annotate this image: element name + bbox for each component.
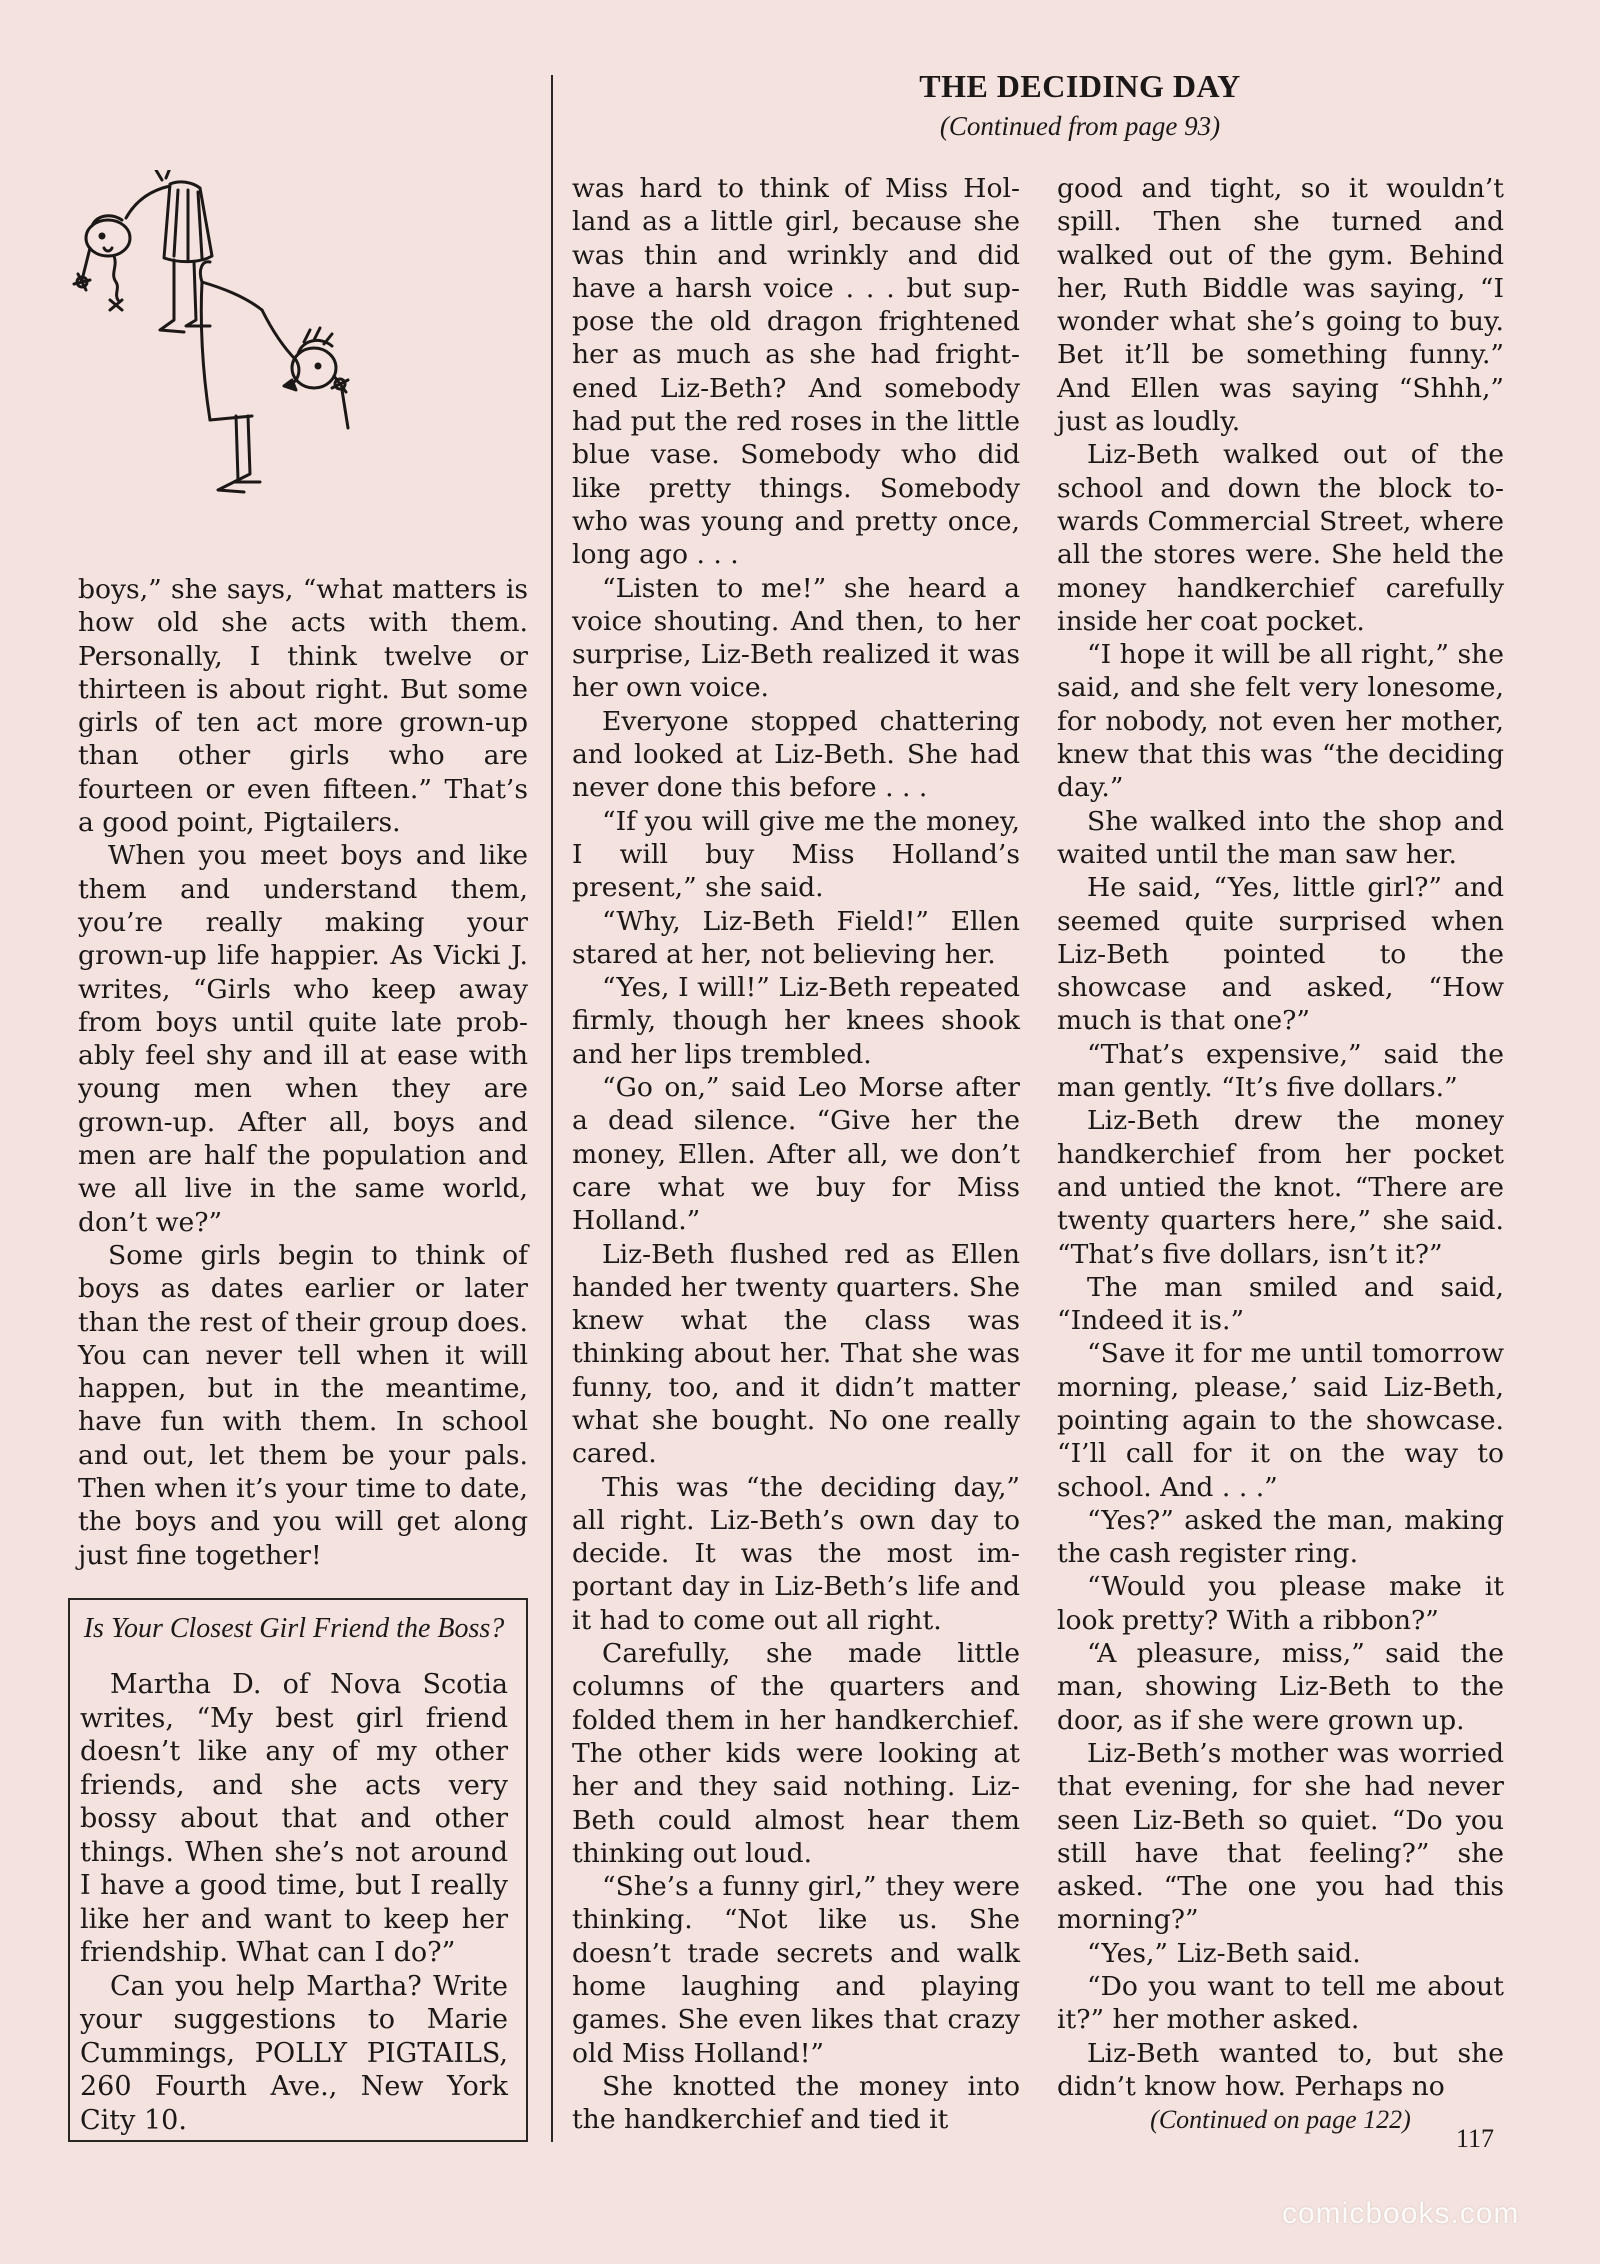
- story-title: THE DECIDING DAY: [919, 68, 1241, 104]
- paragraph: “Go on,” said Leo Morse after a dead silence. “Give her the money, Ellen. After all, we don’t care what we buy for Miss Holland.”: [572, 1072, 1020, 1237]
- paragraph: Liz-Beth wanted to, but she didn’t know how. Perhaps no: [1057, 2037, 1504, 2102]
- paragraph: Some girls begin to think of boys as dates earlier or later than the rest of their group does. You can never tell when it will happen, but in the meantime, have fun with them. In school and out, let them be your pals. Then when it’s your time to date, the boys and you will get along just fine together!: [78, 1239, 528, 1571]
- continued-from-note: (Continued from page 93): [939, 111, 1221, 141]
- page-number: 117: [1456, 2124, 1495, 2153]
- paragraph: The man smiled and said, “Indeed it is.”: [1057, 1271, 1504, 1337]
- watermark: comicbooks.com: [1282, 2197, 1520, 2230]
- middle-column-text: [572, 172, 1020, 2137]
- paragraph: Liz-Beth drew the money handkerchief from her pocket and untied the knot. “There are twenty quarters here,” she said. “That’s five dollars, isn’t it?”: [1057, 1105, 1504, 1270]
- paragraph: “Yes, I will!” Liz-Beth repeated firmly, though her knees shook and her lips trembled.: [572, 972, 1020, 1070]
- paragraph: She walked into the shop and waited until the man saw her.: [1057, 805, 1504, 870]
- paragraph: “Save it for me until tomorrow morning, please,’ said Liz-Beth, pointing again to the showcase. “I’ll call for it on the way to school. And . . .”: [1057, 1338, 1504, 1503]
- box-title: Is Your Closest Girl Friend the Boss?: [83, 1613, 505, 1644]
- left-column-text: [78, 573, 528, 1572]
- paragraph: “If you will give me the money, I will buy Miss Holland’s present,” she said.: [572, 805, 1020, 904]
- paragraph: Carefully, she made little columns of the quarters and folded them in her handkerchief. The other kids were looking at her and they said nothing. Liz-Beth could almost hear them thinking out loud.: [572, 1638, 1020, 1869]
- paragraph: Liz-Beth walked out of the school and down the block towards Commercial Street, where all the stores were. She held the money handkerchief carefully inside her coat pocket.: [1057, 439, 1504, 637]
- paragraph: “Yes?” asked the man, making the cash register ring.: [1057, 1504, 1504, 1570]
- reader-letter-box: [68, 1598, 528, 2142]
- paragraph: good and tight, so it wouldn’t spill. Then she turned and walked out of the gym. Behind her, Ruth Biddle was saying, “I wonder what she’s going to buy. Bet it’ll be something funny.” And Ellen was saying “Shhh,” just as loudly.: [1057, 173, 1504, 438]
- right-column-text: [1057, 172, 1504, 2135]
- paragraph: “Would you please make it look pretty? With a ribbon?”: [1057, 1571, 1504, 1636]
- paragraph: boys,” she says, “what matters is how old she acts with them. Personally, I think twelve or thirteen is about right. But some girls of ten act more grown-up than other girls who are fourteen or even fifteen.” That’s a good point, Pigtailers.: [78, 574, 528, 839]
- paragraph: “Why, Liz-Beth Field!” Ellen stared at her, not believing her.: [572, 905, 1020, 970]
- paragraph: She knotted the money into the handkerchief and tied it: [572, 2070, 1020, 2136]
- paragraph: “Listen to me!” she heard a voice shouting. And then, to her surprise, Liz-Beth realized it was her own voice.: [572, 572, 1020, 704]
- paragraph: “She’s a funny girl,” they were thinking. “Not like us. She doesn’t trade secrets and walk home laughing and playing games. She even likes that crazy old Miss Holland!”: [572, 1871, 1020, 2069]
- paragraph: Liz-Beth’s mother was worried that evening, for she had never seen Liz-Beth so quiet. “Do you still have that feeling?” she asked. “The one you had this morning?”: [1057, 1737, 1504, 1936]
- continued-on-note: (Continued on page 122): [1150, 2105, 1411, 2135]
- paragraph: “Do you want to tell me about it?” her mother asked.: [1057, 1971, 1504, 2036]
- paragraph: Martha D. of Nova Scotia writes, “My best girl friend doesn’t like any of my other friends, and she acts very bossy about that and other things. When she’s not around I have a good time, but I really like her and want to keep her friendship. What can I do?”: [80, 1669, 508, 1968]
- column-divider: [551, 75, 553, 2142]
- story-header: [560, 68, 1600, 142]
- girl-and-boy-bowing-illustration: [52, 170, 452, 510]
- paragraph: was hard to think of Miss Holland as a little girl, because she was thin and wrinkly and did have a harsh voice . . . but suppose the old dragon frightened her as much as she had frightened Liz-Beth? And somebody had put the red roses in the little blue vase. Somebody who did like pretty things. Somebody who was young and pretty once, long ago . . .: [572, 173, 1020, 571]
- paragraph: “I hope it will be all right,” she said, and she felt very lonesome, for nobody, not even her mother, knew that this was “the deciding day.”: [1057, 639, 1504, 804]
- paragraph: This was “the deciding day,” all right. Liz-Beth’s own day to decide. It was the most important day in Liz-Beth’s life and it had to come out all right.: [572, 1471, 1020, 1636]
- paragraph: He said, “Yes, little girl?” and seemed quite surprised when Liz-Beth pointed to the showcase and asked, “How much is that one?”: [1057, 872, 1504, 1037]
- paragraph: Liz-Beth flushed red as Ellen handed her twenty quarters. She knew what the class was thinking about her. That she was funny, too, and it didn’t matter what she bought. No one really cared.: [572, 1238, 1020, 1470]
- paragraph: “That’s expensive,” said the man gently. “It’s five dollars.”: [1057, 1038, 1504, 1104]
- paragraph: When you meet boys and like them and understand them, you’re really making your grown-up life happier. As Vicki J. writes, “Girls who keep away from boys until quite late probably feel shy and ill at ease with young men when they are grown-up. After all, boys and men are half the population and we all live in the same world, don’t we?”: [78, 840, 528, 1238]
- paragraph: “A pleasure, miss,” said the man, showing Liz-Beth to the door, as if she were grown up.: [1057, 1638, 1504, 1736]
- paragraph: Everyone stopped chattering and looked at Liz-Beth. She had never done this before . . .: [572, 705, 1020, 804]
- paragraph: “Yes,” Liz-Beth said.: [1087, 1937, 1361, 1969]
- paragraph: Can you help Martha? Write your suggestions to Marie Cummings, POLLY PIGTAILS, 260 Fourth Ave., New York City 10.: [80, 1970, 508, 2136]
